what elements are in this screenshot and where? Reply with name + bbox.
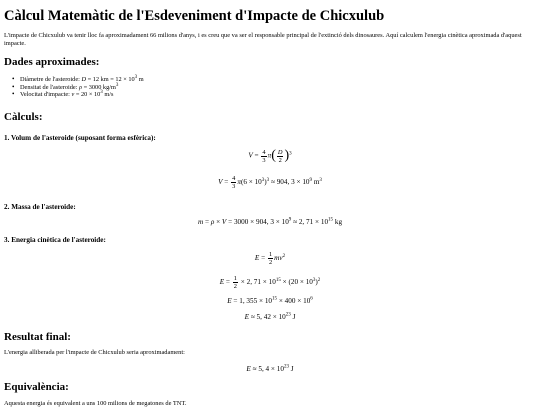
volume-result: V = $\frac{4}{3}$ $\pi(6 \times 10^3)^3 \approx 904$, $3 \times 10^9$ $m^3$ [218,175,322,190]
equiv-paragraph: Aquesta energia és equivalent a uns 100 milions de megatones de TNT. [4,400,187,407]
list-item-label: Velocitat d'impacte: [20,91,70,99]
energy-formula: E = $\frac{1}{2}$ $mv^2$ [254,251,286,266]
data-heading: Dades aproximades: [4,56,100,68]
energy-substitution: E = $\frac{1}{2}$ × 2, $71 \times 10^{15} \times (20 \times 10^3)^2$ [219,275,321,290]
list-item-label: Densitat de l'asteroide: [20,83,78,91]
list-item: • Diàmetre de l'asteroide: D = 12 km = $12 \times 10^3$ m [20,76,144,84]
list-item-label: Diàmetre de l'asteroide: [20,76,80,83]
mass-formula: m = ρ × V = 3000 × 904, $3 \times 10^9 \approx 2$, $71 \times 10^{15}$ kg [197,217,343,226]
result-heading: Resultat final: [4,331,71,343]
energy-step: E = 1, $355 \times 10^{15} \times 400 \times 10^6$ [227,296,313,305]
list-item: • Densitat de l'asteroide: ρ = 3000 $kg/m^3$ [20,84,144,92]
calc-heading: Càlculs: [4,111,43,123]
equiv-heading: Equivalència: [4,381,69,393]
intro-paragraph: L'impacte de Chicxulub va tenir lloc fa aproximadament 66 milions d'anys, i es creu que va ser el responsable principal de l'extinció dels dinosaures. Aquí calculem l'energia cinètica aproximada d'aquest impacte. [4,32,522,47]
page-title: Càlcul Matemàtic de l'Esdeveniment d'Impacte de Chicxulub [4,8,385,24]
final-result: E ≈ 5, $4 \times 10^{23}$ J [246,364,294,373]
list-item: • Velocitat d'impacte: $v = 20 \times 10^3$ m/s [20,91,144,99]
step3-heading: 3. Energia cinètica de l'asteroide: [4,236,106,244]
step1-heading: 1. Volum de l'asteroide (suposant forma esfèrica): [4,134,156,142]
result-paragraph: L'energia alliberada per l'impacte de Chicxulub seria aproximadament: [4,349,185,356]
energy-approx: E ≈ 5, $42 \times 10^{23}$ J [244,312,296,321]
step2-heading: 2. Massa de l'asteroide: [4,203,76,211]
data-list [20,76,144,99]
volume-formula: V = $\frac{4}{3}$ π( $\frac{D}{2}$ )$^3$ [248,148,292,164]
